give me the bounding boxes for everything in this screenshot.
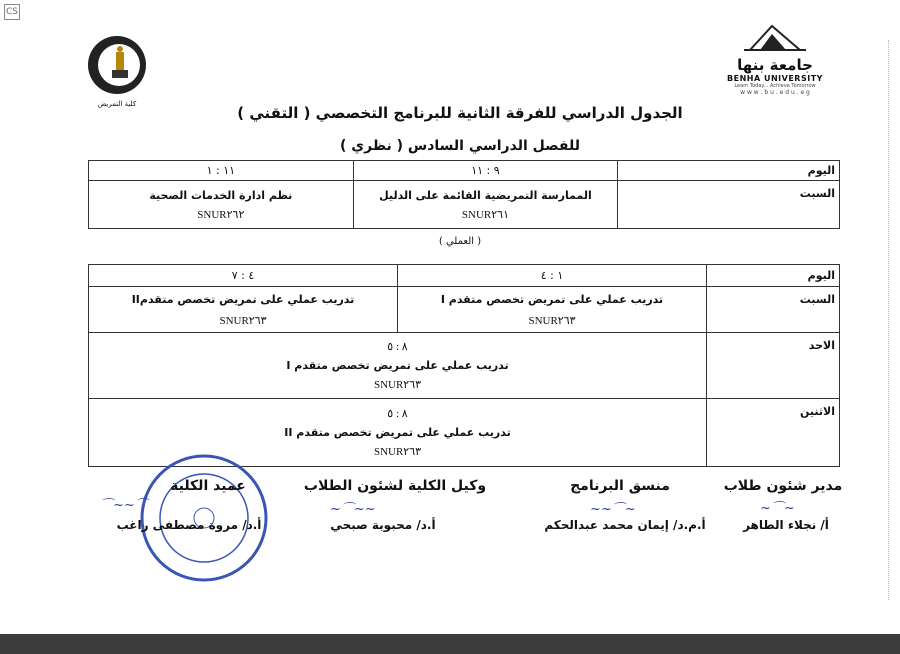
table-row (89, 333, 840, 399)
table-row (89, 287, 840, 333)
course-name: تدريب عملي على تمريض تخصص متقدم I (440, 292, 664, 306)
day-header: اليوم (707, 265, 840, 287)
course-cell (89, 287, 398, 333)
time-slot-2: ١١ : ١ (89, 161, 354, 181)
time-slot-1: ٩ : ١١ (353, 161, 618, 181)
university-building-icon (720, 22, 830, 52)
handwritten-signature: ~⌒~ (760, 501, 795, 516)
day-monday: الاثنين (707, 399, 840, 467)
course-name: تدريب عملي على تمريض تخصص متقدم II (284, 426, 511, 439)
course-name: تدريب عملي على تمريض تخصص متقدمII (131, 292, 355, 306)
signature-title: وكيل الكلية لشئون الطلاب (303, 478, 487, 494)
course-code: SNUR٢٦٣ (373, 379, 422, 391)
day-saturday: السبت (707, 287, 840, 333)
university-name-ar: جامعة بنها (737, 56, 813, 74)
signature-name: أ.م.د/ إيمان محمد عبدالحكم (544, 518, 706, 532)
faculty-emblem-icon (86, 34, 148, 96)
course-code: SNUR٢٦١ (461, 208, 509, 221)
handwritten-signature: ⌒~~⌒ (100, 498, 148, 513)
theory-schedule-table (88, 160, 840, 229)
handwritten-signature: ~~⌒~ (590, 502, 636, 517)
course-code: SNUR٢٦٣ (219, 314, 267, 327)
day-sunday: الاحد (707, 333, 840, 399)
faculty-name: كلية التمريض (97, 100, 137, 108)
course-name: نظم ادارة الخدمات الصحية (149, 188, 293, 202)
university-name-en: BENHA UNIVERSITY (727, 74, 823, 83)
day-header: اليوم (618, 161, 840, 181)
course-cell (89, 333, 707, 399)
table-header-row (89, 265, 840, 287)
course-cell (353, 181, 618, 229)
faculty-logo (82, 34, 152, 114)
scanner-badge: CS (4, 4, 20, 20)
course-name: تدريب عملي على تمريض تخصص متقدم I (286, 359, 509, 372)
signature-name: أ/ نجلاء الطاهر (743, 518, 829, 532)
university-tagline: Learn Today... Achieve Tomorrow (734, 83, 816, 89)
university-website: w w w . b u . e d u . e g (740, 89, 810, 96)
time-range: ٨ : ٥ (387, 341, 408, 353)
signature-title: عميد الكلية (170, 478, 246, 494)
time-slot-1: ١ : ٤ (398, 265, 707, 287)
scan-bottom-border (0, 634, 900, 654)
page-edge (888, 40, 890, 600)
semester-title: للفصل الدراسي السادس ( نظري ) (340, 138, 580, 154)
practical-schedule-table (88, 264, 840, 467)
practical-label: ( العملي ) (438, 236, 482, 247)
time-range: ٨ : ٥ (387, 408, 408, 420)
time-slot-2: ٤ : ٧ (89, 265, 398, 287)
course-name: الممارسة التمريضية القائمة على الدليل (379, 188, 592, 202)
handwritten-signature: ~⌒~~ (330, 502, 376, 517)
day-saturday: السبت (618, 181, 840, 229)
scanner-watermark (2, 24, 16, 144)
course-cell (398, 287, 707, 333)
course-code: SNUR٢٦٣ (373, 446, 422, 458)
signature-title: منسق البرنامج (570, 478, 670, 494)
schedule-title: الجدول الدراسي للفرقة الثانية للبرنامج التخصصي ( التقني ) (237, 104, 683, 122)
signature-title: مدير شئون طلاب (723, 478, 843, 494)
course-code: SNUR٢٦٢ (197, 208, 245, 221)
signature-name: أ.د/ محبوبة صبحي (330, 518, 436, 532)
course-cell (89, 181, 354, 229)
signature-name: أ.د/ مروة مصطفى راغب (116, 518, 262, 532)
table-row (89, 181, 840, 229)
course-code: SNUR٢٦٣ (528, 314, 576, 327)
benha-university-logo (720, 22, 830, 102)
table-header-row (89, 161, 840, 181)
